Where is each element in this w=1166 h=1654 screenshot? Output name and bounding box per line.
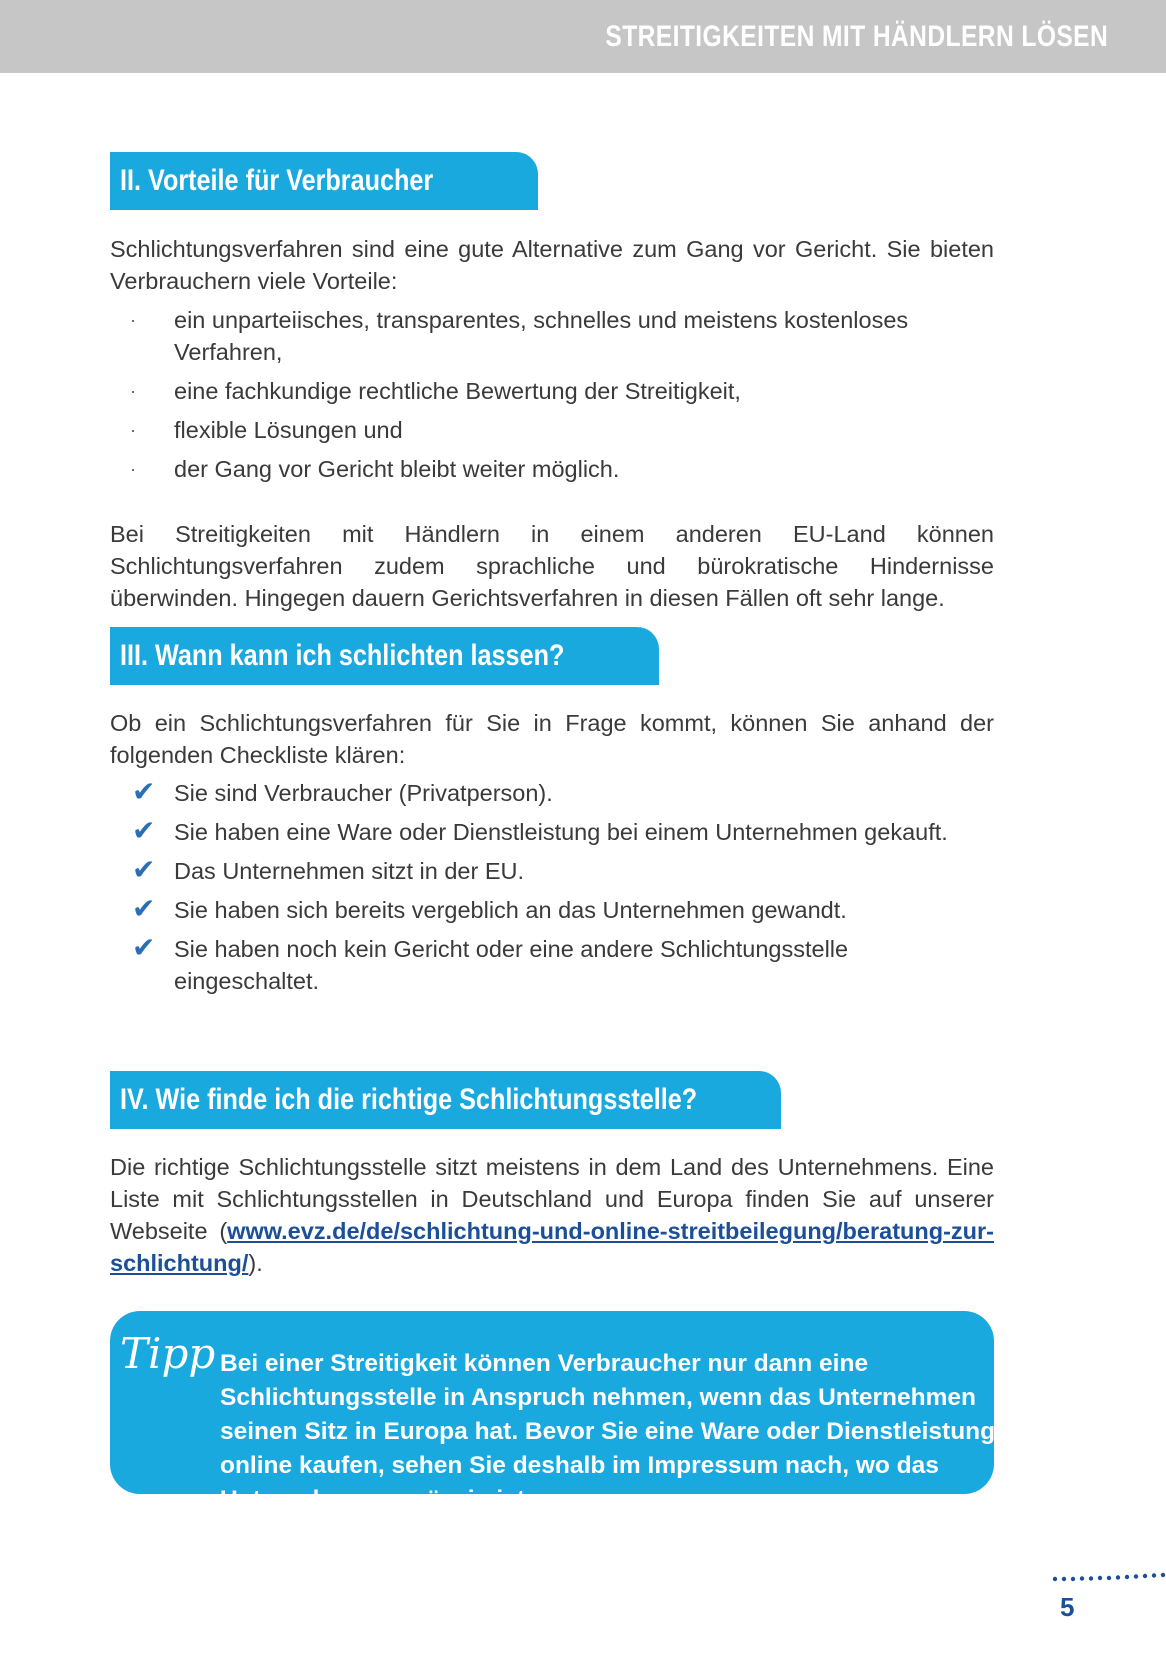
advantages-list (110, 304, 994, 492)
list-item: ✔ Sie haben eine Ware oder Dienstleistung bei einem Unternehmen gekauft. (132, 815, 948, 846)
bullet-icon: · (130, 459, 136, 479)
page-header-title: STREITIGKEITEN MIT HÄNDLERN LÖSEN (605, 20, 1108, 53)
section-heading-wann (110, 627, 659, 685)
section-heading-vorteile (110, 152, 538, 210)
list-item: · ein unparteiisches, transparentes, schnelles und meistens kostenloses Verfahren, (110, 304, 994, 368)
list-item: · der Gang vor Gericht bleibt weiter möglich. (110, 453, 994, 485)
section-heading-text: IV. Wie finde ich die richtige Schlichtungsstelle? (120, 1083, 698, 1116)
tip-label: Tipp (120, 1329, 216, 1378)
checklist (110, 777, 994, 1004)
bullet-icon: · (130, 310, 136, 330)
checkmark-icon: ✔ (132, 815, 156, 846)
page-header-bar (0, 0, 1166, 73)
section2-intro: Schlichtungsverfahren sind eine gute Alternative zum Gang vor Gericht. Sie bieten Verbrauchern viele Vorteile: (110, 236, 994, 294)
tip-text: Bei einer Streitigkeit können Verbraucher nur dann eine Schlichtungsstelle in Anspruch nehmen, wenn das Unternehmen seinen Sitz in Europa hat. Bevor Sie eine Ware oder Dienstleistung online kaufen, sehen Sie deshalb im Impressum nach, wo das Unternehmen ansässig ist. (220, 1350, 996, 1513)
decorative-dots (1052, 1572, 1166, 1582)
list-item: ✔ Das Unternehmen sitzt in der EU. (132, 854, 525, 885)
checkmark-icon: ✔ (132, 854, 156, 885)
list-item: ✔ Sie haben noch kein Gericht oder eine andere Schlichtungsstelle eingeschaltet. (132, 932, 849, 994)
checkmark-icon: ✔ (132, 893, 156, 924)
list-item: · flexible Lösungen und (110, 414, 994, 446)
page-number: 5 (1060, 1592, 1075, 1622)
bullet-icon: · (130, 381, 136, 401)
section2-outro: Bei Streitigkeiten mit Händlern in einem anderen EU-Land können Schlichtungsverfahren zudem sprachliche und bürokratische Hindernisse überwinden. Hingegen dauern Gerichtsverfahren in diesen Fällen oft sehr lange. (110, 521, 994, 611)
checkmark-icon: ✔ (132, 776, 156, 807)
list-item: · eine fachkundige rechtliche Bewertung der Streitigkeit, (110, 375, 994, 407)
tip-box (110, 1311, 996, 1513)
section4-text: Die richtige Schlichtungsstelle sitzt meistens in dem Land des Unternehmens. Eine Liste mit Schlichtungsstellen in Deutschland und Europa finden Sie auf unserer Webseite (www.evz.de/de/schlichtung-und-online-streitbeilegung/beratung-zur-schlichtung/). (110, 1154, 994, 1276)
list-item: ✔ Sie sind Verbraucher (Privatperson). (132, 776, 553, 807)
section3-intro: Ob ein Schlichtungsverfahren für Sie in Frage kommt, können Sie anhand der folgenden Checkliste klären: (110, 710, 994, 768)
section-heading-text: II. Vorteile für Verbraucher (120, 164, 434, 197)
checkmark-icon: ✔ (132, 932, 156, 963)
list-item: ✔ Sie haben sich bereits vergeblich an das Unternehmen gewandt. (132, 893, 847, 924)
section-heading-text: III. Wann kann ich schlichten lassen? (120, 639, 565, 672)
evz-schlichtung-link[interactable]: www.evz.de/de/schlichtung-und-online-streitbeilegung/beratung-zur-schlichtung/ (110, 1218, 994, 1276)
section-heading-wie (110, 1071, 781, 1129)
bullet-icon: · (130, 420, 136, 440)
